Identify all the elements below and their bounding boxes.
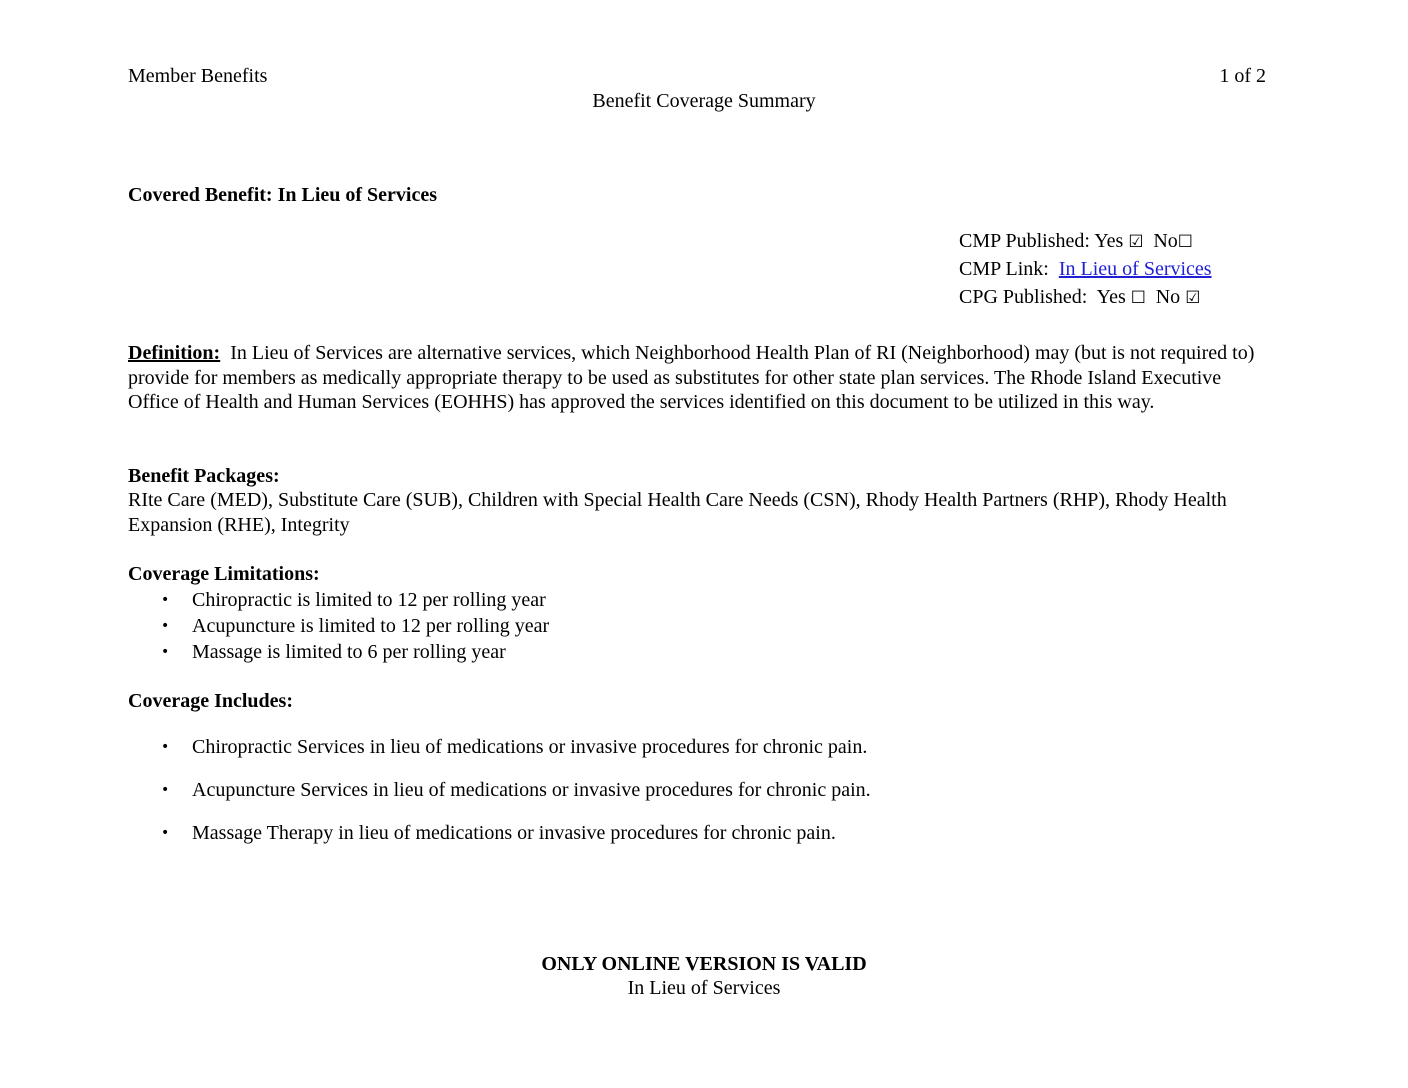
list-item: • Chiropractic is limited to 12 per rolling year	[161, 589, 546, 611]
bullet-icon: •	[161, 825, 170, 841]
coverage-limitations-list	[128, 588, 549, 666]
footer-notice: ONLY ONLINE VERSION IS VALID	[541, 953, 867, 975]
list-item: • Chiropractic Services in lieu of medications or invasive procedures for chronic pain.	[161, 736, 868, 758]
cmp-published-label: CMP Published: Yes	[959, 230, 1124, 252]
benefit-packages-heading: Benefit Packages:	[128, 465, 280, 487]
coverage-includes-list	[128, 735, 871, 864]
list-item: • Acupuncture Services in lieu of medications or invasive procedures for chronic pain.	[161, 779, 871, 801]
cmp-published-no-label: No	[1153, 230, 1178, 252]
cpg-no-checked-icon: ☑	[1185, 288, 1201, 308]
definition-text: In Lieu of Services are alternative services, which Neighborhood Health Plan of RI (Neighborhood) may (but is not required to) provide for members as medically appropriate therapy to be used as substitutes for other state plan services. The Rhode Island Executive Office of Health and Human Services (EOHHS) has approved the services identified on this document to be utilized in this way.	[128, 342, 1255, 413]
cmp-link-label: CMP Link:	[959, 258, 1049, 280]
cmp-published-yes-checked-icon: ☑	[1128, 232, 1144, 252]
cmp-published-row	[959, 229, 1193, 254]
cpg-yes-label: Yes	[1096, 286, 1126, 308]
page-number: 1 of 2	[1219, 65, 1266, 87]
bullet-icon: •	[161, 618, 170, 634]
bullet-icon: •	[161, 739, 170, 755]
header-left: Member Benefits	[128, 65, 268, 87]
bullet-icon: •	[161, 592, 170, 608]
bullet-icon: •	[161, 782, 170, 798]
footer-title: In Lieu of Services	[627, 977, 781, 999]
list-item: • Massage Therapy in lieu of medications or invasive procedures for chronic pain.	[161, 822, 836, 844]
coverage-includes-heading: Coverage Includes:	[128, 690, 293, 712]
definition-paragraph	[128, 341, 1273, 415]
list-item: • Acupuncture is limited to 12 per rolling year	[161, 615, 550, 637]
cpg-yes-unchecked-icon: ☐	[1130, 288, 1146, 308]
bullet-icon: •	[161, 644, 170, 660]
definition-label: Definition:	[128, 342, 221, 364]
cpg-published-row	[959, 285, 1200, 310]
cmp-link-row	[959, 257, 1212, 281]
benefit-packages-text: RIte Care (MED), Substitute Care (SUB), Children with Special Health Care Needs (CSN), Rhody Health Partners (RHP), Rhody Health Expansion (RHE), Integrity	[128, 489, 1227, 536]
list-item: • Massage is limited to 6 per rolling year	[161, 641, 506, 663]
cmp-link[interactable]: In Lieu of Services	[1058, 258, 1212, 280]
cpg-published-label: CPG Published:	[959, 286, 1088, 308]
covered-benefit-title: Covered Benefit: In Lieu of Services	[128, 184, 438, 206]
cpg-no-label: No	[1155, 286, 1181, 308]
document-subtitle: Benefit Coverage Summary	[592, 90, 816, 112]
coverage-limitations-heading: Coverage Limitations:	[128, 563, 320, 585]
cmp-published-no-unchecked-icon: ☐	[1177, 232, 1194, 252]
